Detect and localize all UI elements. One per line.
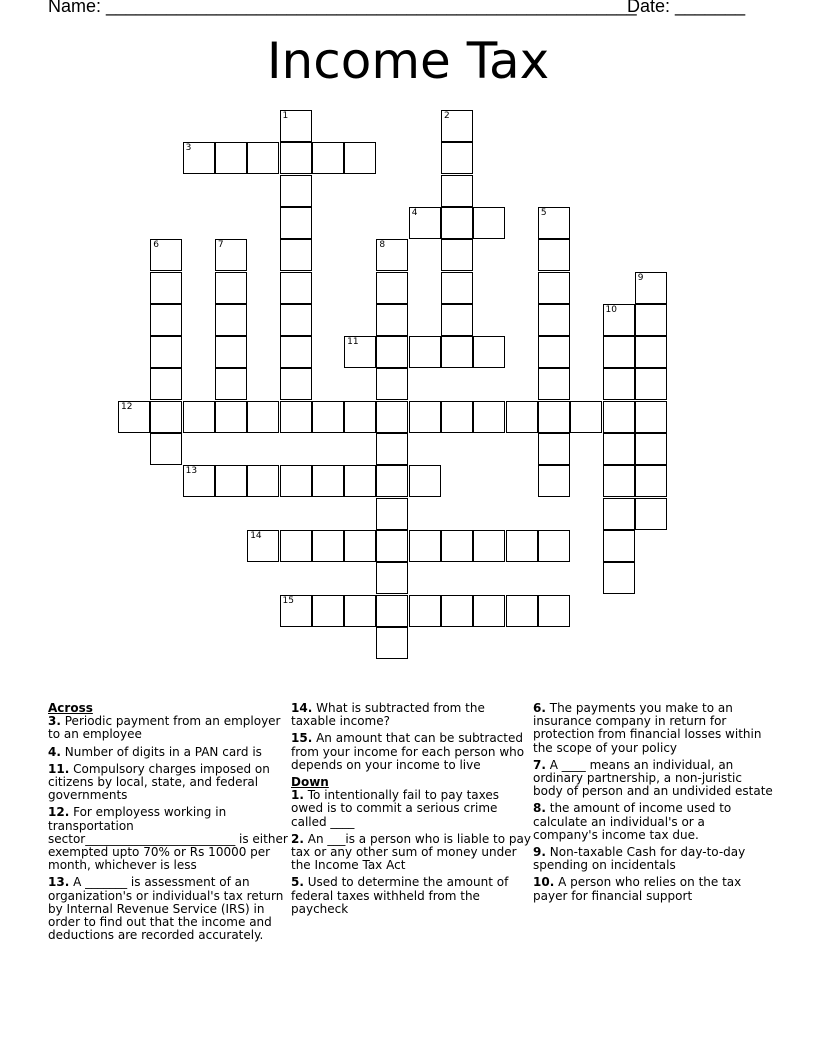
grid-cell[interactable] bbox=[150, 272, 182, 304]
grid-cell[interactable] bbox=[183, 142, 215, 174]
grid-cell[interactable] bbox=[118, 401, 150, 433]
grid-cell[interactable] bbox=[376, 627, 408, 659]
grid-cell[interactable] bbox=[538, 272, 570, 304]
grid-cell[interactable] bbox=[441, 110, 473, 142]
grid-cell[interactable] bbox=[506, 401, 538, 433]
grid-cell[interactable] bbox=[538, 336, 570, 368]
grid-cell[interactable] bbox=[376, 272, 408, 304]
grid-cell[interactable] bbox=[376, 368, 408, 400]
clue-number: 1 bbox=[282, 111, 289, 121]
clue-number: 14 bbox=[250, 530, 262, 541]
clue-down-5: 5. Used to determine the amount of federal taxes withheld from the paycheck bbox=[291, 875, 509, 916]
clue-across-4: 4. Number of digits in a PAN card is bbox=[48, 744, 262, 759]
grid-cell[interactable] bbox=[635, 336, 667, 368]
grid-cell[interactable] bbox=[635, 401, 667, 433]
grid-cell[interactable] bbox=[603, 368, 635, 400]
grid-cell[interactable] bbox=[570, 401, 602, 433]
grid-cell[interactable] bbox=[538, 239, 570, 271]
grid-cell[interactable] bbox=[473, 336, 505, 368]
grid-cell[interactable] bbox=[409, 401, 441, 433]
grid-cell[interactable] bbox=[376, 465, 408, 497]
grid-cell[interactable] bbox=[150, 401, 182, 433]
grid-cell[interactable] bbox=[441, 530, 473, 562]
grid-cell[interactable] bbox=[215, 239, 247, 271]
grid-cell[interactable] bbox=[473, 595, 505, 627]
grid-cell[interactable] bbox=[473, 207, 505, 239]
grid-cell[interactable] bbox=[506, 530, 538, 562]
clue-across-3: 3. Periodic payment from an employer to an employee bbox=[48, 714, 281, 742]
grid-cell[interactable] bbox=[280, 272, 312, 304]
grid-cell[interactable] bbox=[538, 368, 570, 400]
clue-number: 4 bbox=[411, 207, 418, 218]
grid-cell[interactable] bbox=[280, 530, 312, 562]
grid-cell[interactable] bbox=[376, 562, 408, 594]
grid-cell[interactable] bbox=[280, 304, 312, 336]
clue-across-15: 15. An amount that can be subtracted from your income for each person who depends on your income to live bbox=[291, 731, 525, 772]
clues-column-1 bbox=[48, 702, 288, 946]
name-field-label: Name: _____________________________________________________ bbox=[48, 0, 637, 16]
clue-down-6: 6. The payments you make to an insurance company in return for protection from financial losses within the scope of your policy bbox=[533, 701, 762, 755]
clue-down-1: 1. To intentionally fail to pay taxes owed is to commit a serious crime called ____ bbox=[291, 788, 499, 829]
grid-cell[interactable] bbox=[280, 239, 312, 271]
grid-cell[interactable] bbox=[280, 175, 312, 207]
clue-number: 15 bbox=[282, 595, 294, 606]
grid-cell[interactable] bbox=[312, 595, 344, 627]
grid-cell[interactable] bbox=[376, 595, 408, 627]
grid-cell[interactable] bbox=[376, 401, 408, 433]
grid-cell[interactable] bbox=[635, 465, 667, 497]
grid-cell[interactable] bbox=[344, 465, 376, 497]
grid-cell[interactable] bbox=[376, 433, 408, 465]
grid-cell[interactable] bbox=[312, 465, 344, 497]
grid-cell[interactable] bbox=[215, 304, 247, 336]
grid-cell[interactable] bbox=[247, 530, 279, 562]
grid-cell[interactable] bbox=[441, 142, 473, 174]
grid-cell[interactable] bbox=[441, 336, 473, 368]
grid-cell[interactable] bbox=[603, 336, 635, 368]
clue-number: 12 bbox=[121, 401, 133, 412]
grid-cell[interactable] bbox=[376, 498, 408, 530]
grid-cell[interactable] bbox=[312, 401, 344, 433]
grid-cell[interactable] bbox=[506, 595, 538, 627]
grid-cell[interactable] bbox=[603, 498, 635, 530]
grid-cell[interactable] bbox=[280, 110, 312, 142]
grid-cell[interactable] bbox=[376, 239, 408, 271]
grid-cell[interactable] bbox=[150, 433, 182, 465]
grid-cell[interactable] bbox=[312, 142, 344, 174]
grid-cell[interactable] bbox=[280, 465, 312, 497]
grid-cell[interactable] bbox=[441, 595, 473, 627]
grid-cell[interactable] bbox=[280, 368, 312, 400]
clue-number: 11 bbox=[347, 337, 359, 348]
grid-cell[interactable] bbox=[215, 336, 247, 368]
grid-cell[interactable] bbox=[635, 498, 667, 530]
clue-number: 8 bbox=[379, 240, 386, 251]
clue-down-10: 10. A person who relies on the tax payer for financial support bbox=[533, 875, 742, 903]
grid-cell[interactable] bbox=[635, 304, 667, 336]
clue-number: 9 bbox=[637, 272, 644, 283]
clue-number: 7 bbox=[217, 240, 224, 251]
clue-number: 3 bbox=[185, 143, 192, 154]
clue-number: 2 bbox=[444, 111, 450, 121]
across-heading: Across bbox=[48, 701, 93, 715]
grid-cell[interactable] bbox=[635, 272, 667, 304]
grid-cell[interactable] bbox=[409, 336, 441, 368]
grid-cell[interactable] bbox=[376, 530, 408, 562]
grid-cell[interactable] bbox=[183, 465, 215, 497]
grid-cell[interactable] bbox=[280, 142, 312, 174]
grid-cell[interactable] bbox=[409, 207, 441, 239]
grid-cell[interactable] bbox=[538, 595, 570, 627]
grid-cell[interactable] bbox=[376, 336, 408, 368]
grid-cell[interactable] bbox=[344, 142, 376, 174]
grid-cell[interactable] bbox=[441, 304, 473, 336]
grid-cell[interactable] bbox=[603, 433, 635, 465]
clue-across-12: 12. For employess working in transportation sector_________________________ is either exempted upto 70% or Rs 10000 per month, whichever is less bbox=[48, 805, 288, 873]
grid-cell[interactable] bbox=[344, 595, 376, 627]
grid-cell[interactable] bbox=[150, 239, 182, 271]
clue-across-14: 14. What is subtracted from the taxable income? bbox=[291, 701, 485, 729]
grid-cell[interactable] bbox=[603, 401, 635, 433]
clue-down-2: 2. An ___is a person who is liable to pay tax or any other sum of money under the Income Tax Act bbox=[291, 831, 531, 873]
grid-cell[interactable] bbox=[183, 401, 215, 433]
grid-cell[interactable] bbox=[215, 368, 247, 400]
grid-cell[interactable] bbox=[376, 304, 408, 336]
grid-cell[interactable] bbox=[538, 433, 570, 465]
grid-cell[interactable] bbox=[603, 530, 635, 562]
grid-cell[interactable] bbox=[280, 207, 312, 239]
grid-cell[interactable] bbox=[538, 401, 570, 433]
grid-cell[interactable] bbox=[635, 368, 667, 400]
grid-cell[interactable] bbox=[280, 595, 312, 627]
clue-number: 13 bbox=[185, 466, 198, 477]
grid-cell[interactable] bbox=[150, 336, 182, 368]
clue-number: 10 bbox=[605, 304, 617, 315]
page-title: Income Tax bbox=[266, 32, 550, 90]
clue-across-11: 11. Compulsory charges imposed on citizens by local, state, and federal governments bbox=[48, 761, 270, 803]
grid-cell[interactable] bbox=[441, 272, 473, 304]
grid-cell[interactable] bbox=[635, 433, 667, 465]
grid-cell[interactable] bbox=[247, 142, 279, 174]
date-field-label: Date: _______ bbox=[627, 0, 746, 16]
grid-cell[interactable] bbox=[409, 530, 441, 562]
clues-column-2 bbox=[291, 702, 531, 920]
clue-across-13: 13. A _______ is assessment of an organization's or individual's tax return by Internal Revenue Service (IRS) in order to find out that the income and deductions are recorded accurately. bbox=[48, 875, 284, 943]
clue-number: 6 bbox=[153, 240, 160, 251]
grid-cell[interactable] bbox=[150, 304, 182, 336]
grid-cell[interactable] bbox=[441, 175, 473, 207]
grid-cell[interactable] bbox=[538, 304, 570, 336]
grid-cell[interactable] bbox=[603, 562, 635, 594]
clues-column-3 bbox=[533, 702, 773, 907]
grid-cell[interactable] bbox=[215, 465, 247, 497]
grid-cell[interactable] bbox=[473, 401, 505, 433]
grid-cell[interactable] bbox=[344, 336, 376, 368]
grid-cell[interactable] bbox=[215, 401, 247, 433]
down-heading: Down bbox=[291, 775, 329, 790]
grid-cell[interactable] bbox=[603, 304, 635, 336]
clue-number: 5 bbox=[540, 207, 547, 218]
clue-down-9: 9. Non-taxable Cash for day-to-day spending on incidentals bbox=[533, 845, 746, 873]
grid-cell[interactable] bbox=[247, 401, 279, 433]
grid-cell[interactable] bbox=[441, 207, 473, 239]
clue-down-8: 8. the amount of income used to calculate an individual's or a company's income tax due. bbox=[533, 801, 732, 842]
grid-cell[interactable] bbox=[280, 336, 312, 368]
grid-cell[interactable] bbox=[215, 142, 247, 174]
grid-cell[interactable] bbox=[409, 595, 441, 627]
grid-cell[interactable] bbox=[603, 465, 635, 497]
grid-cell[interactable] bbox=[473, 530, 505, 562]
grid-cell[interactable] bbox=[538, 530, 570, 562]
grid-cell[interactable] bbox=[538, 207, 570, 239]
grid-cell[interactable] bbox=[150, 368, 182, 400]
grid-cell[interactable] bbox=[247, 465, 279, 497]
grid-cell[interactable] bbox=[538, 465, 570, 497]
grid-cell[interactable] bbox=[409, 465, 441, 497]
clue-down-7: 7. A ____ means an individual, an ordinary partnership, a non-juristic body of person and an undivided estate bbox=[533, 757, 773, 799]
grid-cell[interactable] bbox=[344, 401, 376, 433]
grid-cell[interactable] bbox=[441, 401, 473, 433]
grid-cell[interactable] bbox=[441, 239, 473, 271]
grid-cell[interactable] bbox=[344, 530, 376, 562]
grid-cell[interactable] bbox=[215, 272, 247, 304]
grid-cell[interactable] bbox=[280, 401, 312, 433]
grid-cell[interactable] bbox=[312, 530, 344, 562]
